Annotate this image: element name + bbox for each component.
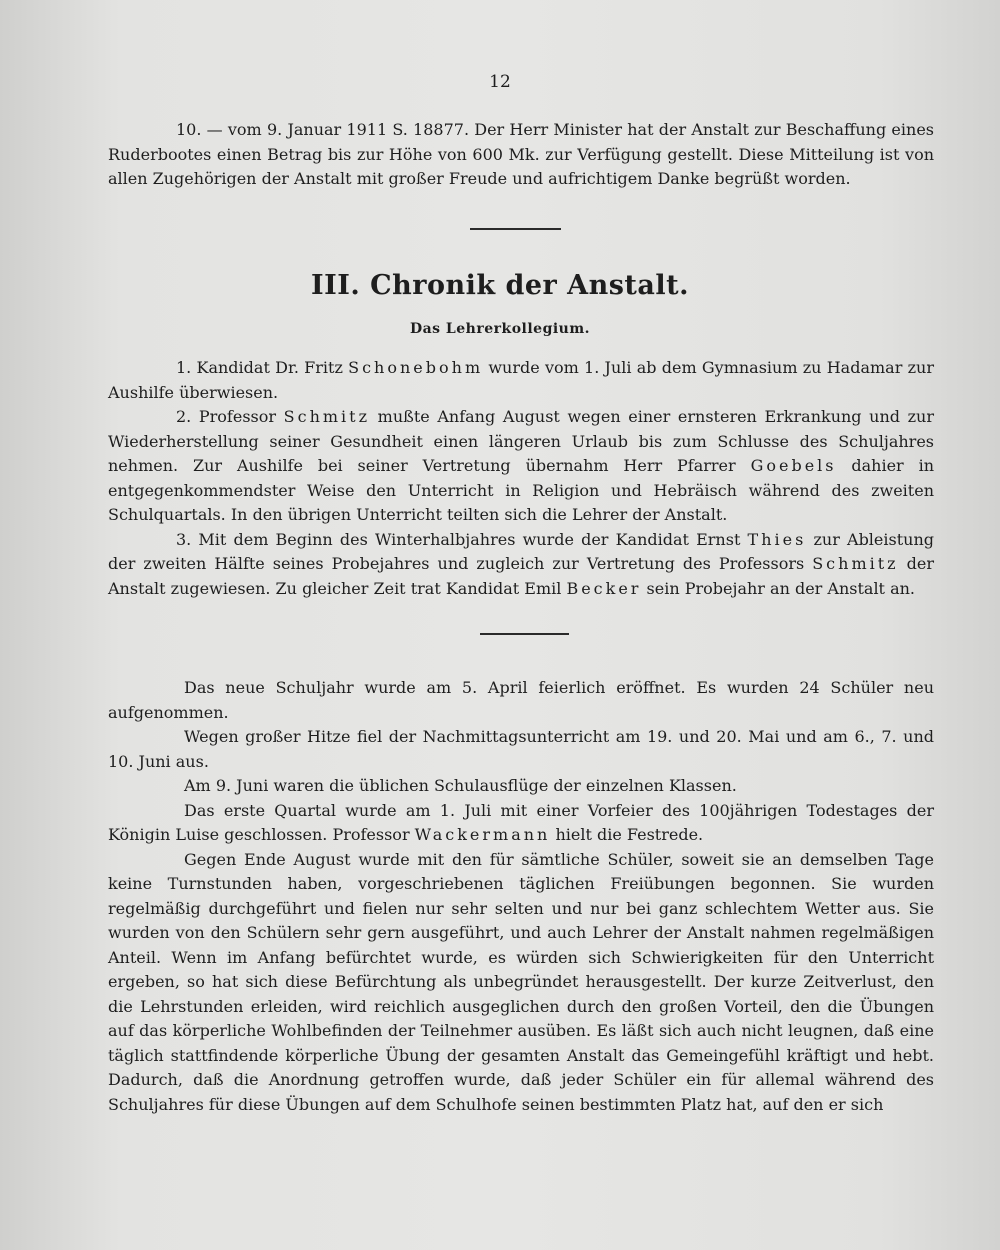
- chronicle-paragraph-4: [108, 799, 934, 848]
- staff-item-3-pre: 3. Mit dem Beginn des Winterhalbjahres wurde der Kandidat Ernst: [176, 529, 748, 549]
- person-name: Thies: [747, 529, 807, 549]
- chronicle-paragraph-3: Am 9. Juni waren die üblichen Schulausflüge der einzelnen Klassen.: [184, 776, 737, 795]
- staff-block: [108, 356, 934, 601]
- chronicle-paragraph-1: Das neue Schuljahr wurde am 5. April feierlich eröffnet. Es wurden 24 Schüler neu aufgenommen.: [108, 678, 934, 722]
- staff-item-2: [108, 405, 934, 528]
- person-name: Schmitz: [283, 407, 371, 426]
- person-name: Schonebohm: [348, 358, 484, 377]
- person-name: Schmitz: [812, 554, 899, 573]
- page-number: 12: [489, 72, 511, 92]
- person-name: Wackermann: [414, 825, 551, 844]
- staff-item-1-pre: 1. Kandidat Dr. Fritz: [176, 358, 349, 377]
- chronicle-paragraph-2: Wegen großer Hitze fiel der Nachmittagsunterricht am 19. und 20. Mai und am 6., 7. und 10. Juni aus.: [108, 727, 934, 771]
- person-name: Becker: [566, 578, 642, 598]
- decree-paragraph: 10. — vom 9. Januar 1911 S. 18877. Der Herr Minister hat der Anstalt zur Beschaffung eines Ruderbootes einen Betrag bis zur Höhe von 600 Mk. zur Verfügung gestellt. Diese Mitteilung ist von allen Zugehörigen der Anstalt mit großer Freude und aufrichtigem Danke begrüßt worden.: [108, 120, 934, 188]
- section-heading: III. Chronik der Anstalt.: [310, 270, 690, 301]
- staff-item-3-mid2: der Anstalt zugewiesen. Zu gleicher Zeit trat Kandidat Emil: [108, 554, 934, 598]
- divider-rule-middle: [480, 633, 569, 635]
- staff-item-2-pre: 2. Professor: [176, 407, 284, 426]
- staff-item-3-post: sein Probejahr an der Anstalt an.: [641, 578, 915, 598]
- staff-item-3-mid1: zur Ableistung der zweiten Hälfte seines Probejahres und zugleich zur Vertretung des Professors: [108, 529, 935, 573]
- staff-item-2-mid: mußte Anfang August wegen einer ernsteren Erkrankung und zur Wiederherstellung seiner Gesundheit einen längeren Urlaub bis zum Schlusse des Schuljahres nehmen. Zur Aushilfe bei seiner Vertretung übernahm Herr Pfarrer: [108, 407, 935, 475]
- chronicle-block: [108, 676, 934, 1117]
- person-name: Goebels: [750, 456, 837, 475]
- section-subheading: Das Lehrerkollegium.: [409, 321, 591, 337]
- staff-item-3: [108, 528, 934, 602]
- divider-rule-top: [470, 228, 561, 230]
- chronicle-paragraph-4-pre: Das erste Quartal wurde am 1. Juli mit einer Vorfeier des 100jährigen Todestages der Königin Luise geschlossen. Professor: [108, 800, 934, 844]
- staff-item-1-post: wurde vom 1. Juli ab dem Gymnasium zu Hadamar zur Aushilfe überwiesen.: [108, 358, 934, 402]
- chronicle-paragraph-4-post: hielt die Festrede.: [550, 825, 704, 844]
- staff-item-2-post: dahier in entgegenkommendster Weise den Unterricht in Religion und Hebräisch während des zweiten Schulquartals. In den übrigen Unterricht teilten sich die Lehrer der Anstalt.: [108, 456, 934, 524]
- staff-item-1: [108, 356, 934, 405]
- chronicle-paragraph-5: Gegen Ende August wurde mit den für sämtliche Schüler, soweit sie an demselben Tage keine Turnstunden haben, vorgeschriebenen täglichen Freiübungen begonnen. Sie wurden regelmäßig durchgeführt und fielen nur sehr selten und nur bei ganz schlechtem Wetter aus. Sie wurden von den Schülern sehr gern ausgeführt, und auch Lehrer der Anstalt nahmen regelmäßigen Anteil. Wenn im Anfang befürchtet wurde, es würden sich Schwierigkeiten für den Unterricht ergeben, so hat sich diese Befürchtung als unbegründet herausgestellt. Der kurze Zeitverlust, den die Lehrstunden erleiden, wird reichlich ausgeglichen durch den großen Vorteil, den die Übungen auf das körperliche Wohlbefinden der Teilnehmer ausüben. Es läßt sich auch nicht leugnen, daß eine täglich stattfindende körperliche Übung der gesamten Anstalt das Gemeingefühl kräftigt und hebt. Dadurch, daß die Anordnung getroffen wurde, daß jeder Schüler ein für allemal während des Schuljahres für diese Übungen auf dem Schulhofe seinen bestimmten Platz hat, auf den er sich: [108, 849, 934, 1114]
- decree-block: [108, 118, 934, 192]
